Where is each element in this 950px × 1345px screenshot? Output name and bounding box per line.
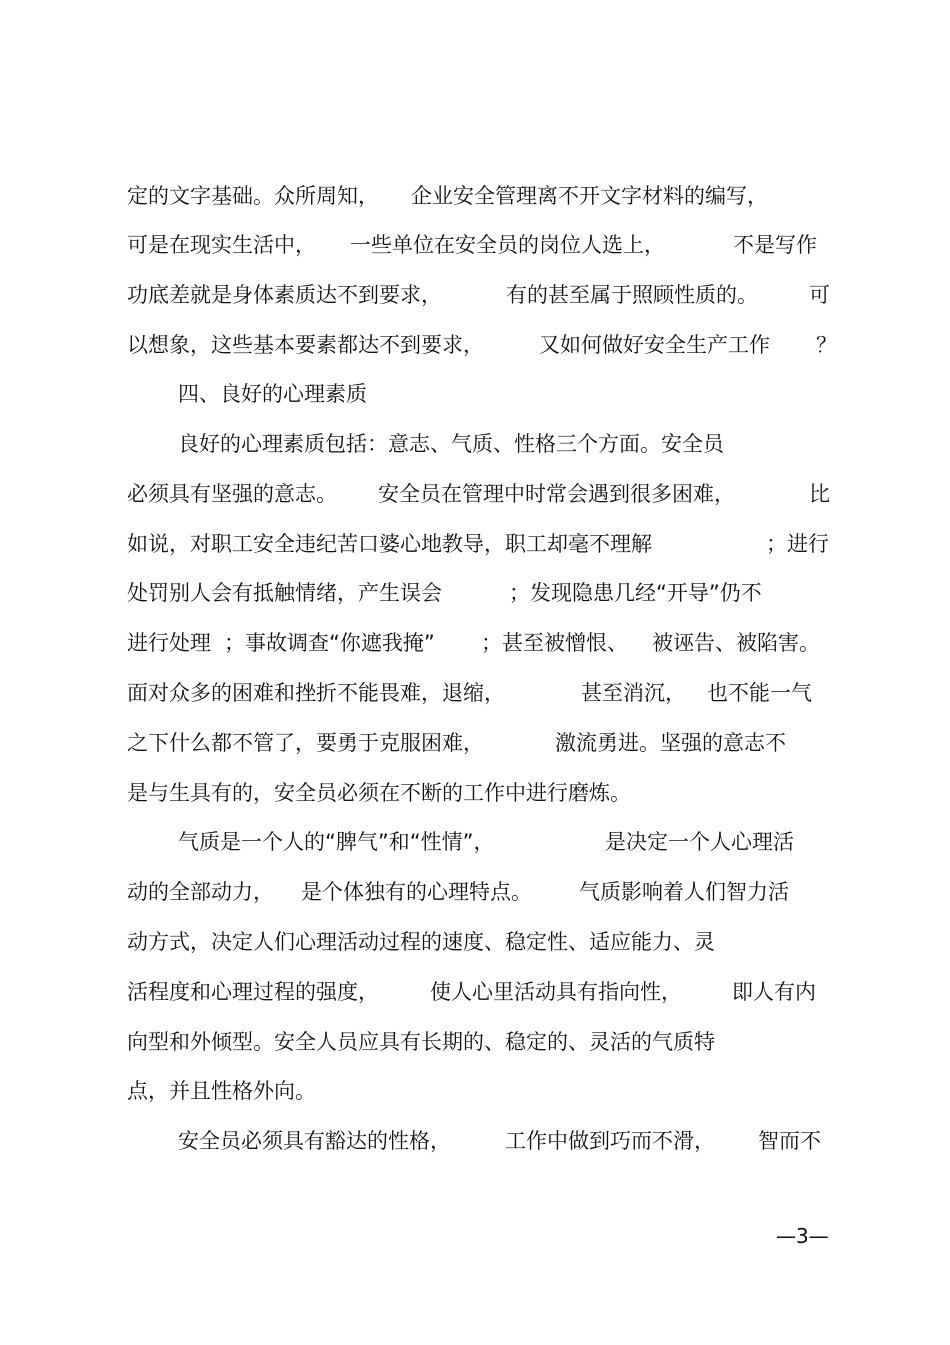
text-segment: 是个体独有的心理特点。 — [301, 880, 532, 904]
text-segment: 甚至消沉， — [581, 681, 686, 705]
text-line — [0, 976, 816, 1008]
text-segment: ；事故调查“你遮我掩” — [224, 631, 435, 655]
text-line — [0, 727, 786, 759]
text-segment: 可是在现实生活中， — [127, 233, 316, 257]
text-segment: 激流勇进。坚强的意志不 — [555, 731, 786, 755]
text-segment: 使人心里活动具有指向性， — [430, 980, 682, 1004]
text-line — [0, 180, 768, 212]
text-segment: 安全员在管理中时常会遇到很多困难， — [378, 482, 735, 506]
text-segment: 处罚别人会有抵触情绪，产生误会 — [127, 581, 442, 605]
text-line — [0, 1125, 821, 1157]
text-segment: 气质影响着人们智力活 — [579, 880, 789, 904]
text-line — [0, 1075, 316, 1107]
text-segment: 之下什么都不管了，要勇于克服困难， — [127, 731, 484, 755]
text-line — [0, 229, 817, 261]
text-segment: 众所周知， — [274, 184, 379, 208]
text-segment: ？ — [816, 333, 837, 357]
text-line — [0, 777, 631, 809]
text-segment: 安全员必须具有豁达的性格， — [178, 1129, 451, 1153]
text-segment: 是与生具有的，安全员必须在不断的工作中进行磨炼。 — [127, 781, 631, 805]
text-segment: 不是写作 — [733, 233, 817, 257]
text-segment: 良好的心理素质包括：意志、气质、性格三个方面。安全员 — [178, 432, 724, 456]
text-segment: 四、良好的心理素质 — [178, 382, 367, 406]
text-segment: 以想象，这些基本要素都达不到要求， — [127, 333, 484, 357]
text-segment: 比 — [809, 482, 830, 506]
text-segment: 如说，对职工安全违纪苦口婆心地教导，职工却毫不理解 — [127, 532, 652, 556]
text-segment: 活程度和心理过程的强度， — [127, 980, 379, 1004]
text-line — [0, 528, 829, 560]
text-segment: 又如何做好安全生产工作 — [539, 333, 770, 357]
text-segment: 智而不 — [758, 1129, 821, 1153]
text-line — [0, 876, 789, 908]
text-segment: 定的文字基础。 — [127, 184, 274, 208]
text-segment: 一些单位在安全员的岗位人选上， — [350, 233, 665, 257]
text-segment: 点，并且性格外向。 — [127, 1079, 316, 1103]
text-segment: 必须具有坚强的意志。 — [127, 482, 337, 506]
text-line — [0, 1026, 715, 1058]
text-line — [0, 926, 715, 958]
text-segment: 向型和外倾型。安全人员应具有长期的、稳定的、灵活的气质特 — [127, 1030, 715, 1054]
text-segment: 功底差就是身体素质达不到要求， — [127, 283, 442, 307]
text-line — [0, 478, 830, 510]
text-segment: ；进行 — [766, 532, 829, 556]
text-line — [0, 577, 762, 609]
text-segment: 可 — [809, 283, 830, 307]
text-segment: 面对众多的困难和挫折不能畏难，退缩， — [127, 681, 505, 705]
text-segment: 有的甚至属于照顾性质的。 — [506, 283, 758, 307]
text-segment: ；甚至被憎恨、 — [481, 631, 628, 655]
text-line — [0, 677, 812, 709]
text-line — [0, 279, 830, 311]
page-number: —3— — [776, 1224, 829, 1248]
text-segment: 是决定一个人心理活 — [605, 830, 794, 854]
text-line — [0, 826, 794, 858]
text-segment: ；发现隐患几经“开导”仍不 — [509, 581, 762, 605]
text-line — [0, 627, 820, 659]
text-segment: 气质是一个人的“脾气”和“性情”， — [178, 830, 495, 854]
text-segment: 企业安全管理离不开文字材料的编写， — [411, 184, 768, 208]
text-segment: 工作中做到巧而不滑， — [505, 1129, 715, 1153]
text-line — [0, 329, 837, 361]
text-segment: 即人有内 — [732, 980, 816, 1004]
text-line — [0, 428, 724, 460]
text-segment: 被诬告、被陷害。 — [652, 631, 820, 655]
text-segment: 动方式，决定人们心理活动过程的速度、稳定性、适应能力、灵 — [127, 930, 715, 954]
section-heading — [0, 378, 367, 410]
text-segment: 进行处理 — [127, 631, 211, 655]
text-segment: 也不能一气 — [707, 681, 812, 705]
text-segment: 动的全部动力， — [127, 880, 274, 904]
